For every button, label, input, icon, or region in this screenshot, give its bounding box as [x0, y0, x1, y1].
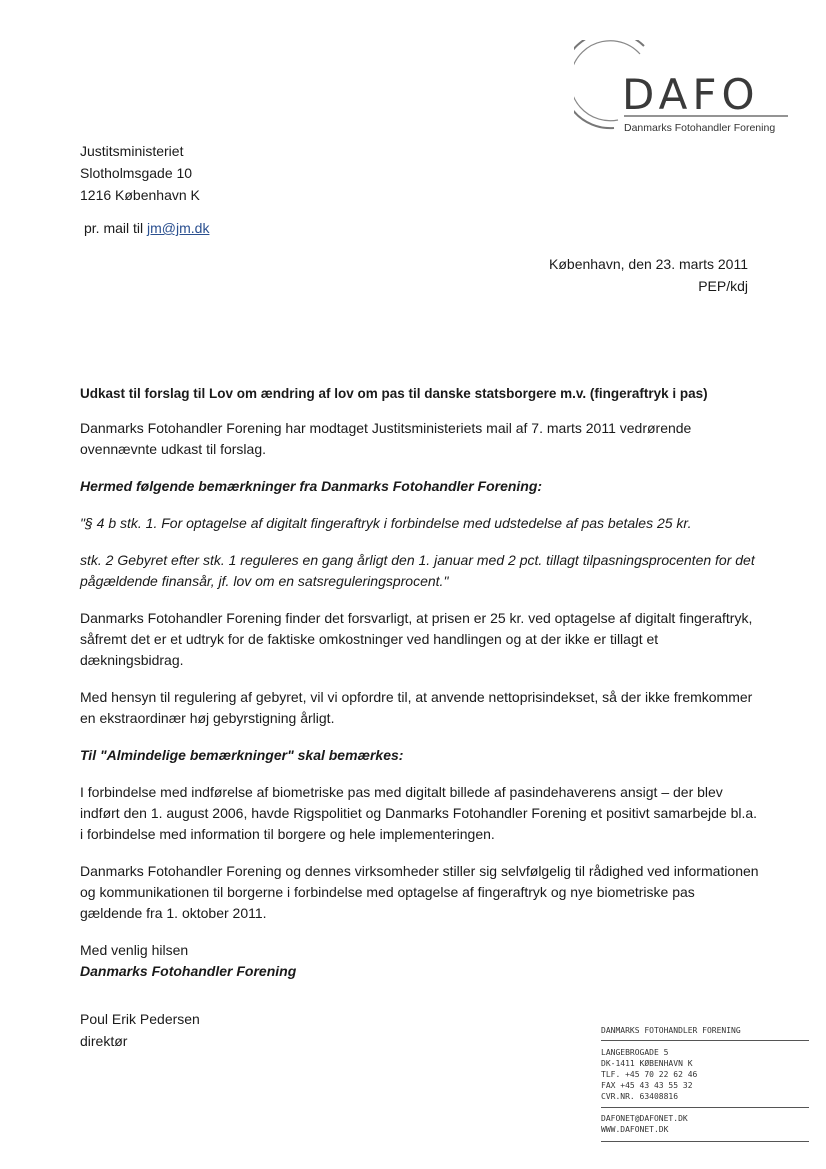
paragraph: I forbindelse med indførelse af biometriske pas med digitalt billede af pasindehaverens ansigt – der blev indført den 1. august 2006, havde Rigspolitiet og Danmarks Fotohandler Forening et positivt samarbejde bl.a. i forbindelse med information til borgere og hele implementeringen. [80, 784, 758, 842]
closing-org: Danmarks Fotohandler Forening [80, 963, 297, 979]
place-date: København, den 23. marts 2011 [549, 256, 748, 272]
divider [601, 1107, 809, 1108]
recipient-line: Justitsministeriet [80, 143, 184, 159]
footer-address-line: LANGEBROGADE 5 [601, 1048, 669, 1057]
paragraph: Danmarks Fotohandler Forening og dennes virksomheder stiller sig selvfølgelig til rådighed ved informationen og kommunikationen til borgerne i forbindelse med optagelse af fingeraftryk og nye biometriske pas gældende fra 1. oktober 2011. [80, 863, 759, 921]
section-heading: Til "Almindelige bemærkninger" skal bemærkes: [80, 747, 404, 763]
signer-title: direktør [80, 1033, 128, 1049]
quote-paragraph: "§ 4 b stk. 1. For optagelse af digitalt fingeraftryk i forbindelse med udstedelse af pas betales 25 kr. [80, 515, 692, 531]
mail-line [84, 220, 209, 236]
closing: Med venlig hilsen [80, 942, 189, 958]
footer-org: DANMARKS FOTOHANDLER FORENING [601, 1026, 741, 1035]
letter-body [80, 383, 760, 982]
reference: PEP/kdj [698, 278, 748, 294]
letterhead-footer [601, 1025, 809, 1142]
quote-paragraph: stk. 2 Gebyret efter stk. 1 reguleres en gang årligt den 1. januar med 2 pct. tillagt tilpasningsprocenten for det pågældende finansår, jf. lov om en satsreguleringsprocent." [80, 552, 755, 589]
divider [601, 1040, 809, 1041]
divider [601, 1141, 809, 1142]
email-link[interactable]: jm@jm.dk [147, 220, 210, 236]
subject-line: Udkast til forslag til Lov om ændring af lov om pas til danske statsborgere m.v. (fingeraftryk i pas) [80, 386, 708, 401]
logo-name: DAFO [622, 70, 760, 119]
dafo-logo [574, 40, 794, 140]
footer-address-line: TLF. +45 70 22 62 46 [601, 1070, 698, 1079]
footer-email: DAFONET@DAFONET.DK [601, 1114, 688, 1123]
mail-prefix: pr. mail til [84, 220, 144, 236]
logo-subtitle: Danmarks Fotohandler Forening [624, 122, 776, 134]
date-block [549, 253, 748, 297]
footer-website: WWW.DAFONET.DK [601, 1125, 669, 1134]
signature [80, 1008, 200, 1052]
recipient-line: Slotholmsgade 10 [80, 165, 193, 181]
recipient-line: 1216 København K [80, 187, 200, 203]
section-heading: Hermed følgende bemærkninger fra Danmarks Fotohandler Forening: [80, 478, 543, 494]
footer-address-line: FAX +45 43 43 55 32 [601, 1081, 693, 1090]
paragraph: Med hensyn til regulering af gebyret, vil vi opfordre til, at anvende nettoprisindekset, så der ikke fremkommer en ekstraordinær høj gebyrstigning årligt. [80, 689, 753, 726]
paragraph: Danmarks Fotohandler Forening finder det forsvarligt, at prisen er 25 kr. ved optagelse af digitalt fingeraftryk, såfremt det er et udtryk for de faktiske omkostninger ved handlingen og at der ikke er tillagt et dækningsbidrag. [80, 610, 753, 668]
paragraph: Danmarks Fotohandler Forening har modtaget Justitsministeriets mail af 7. marts 2011 vedrørende ovennævnte udkast til forslag. [80, 420, 692, 457]
signer-name: Poul Erik Pedersen [80, 1011, 200, 1027]
footer-address-line: CVR.NR. 63408816 [601, 1092, 679, 1101]
recipient-address [80, 140, 200, 206]
footer-address-line: DK-1411 KØBENHAVN K [601, 1059, 693, 1068]
